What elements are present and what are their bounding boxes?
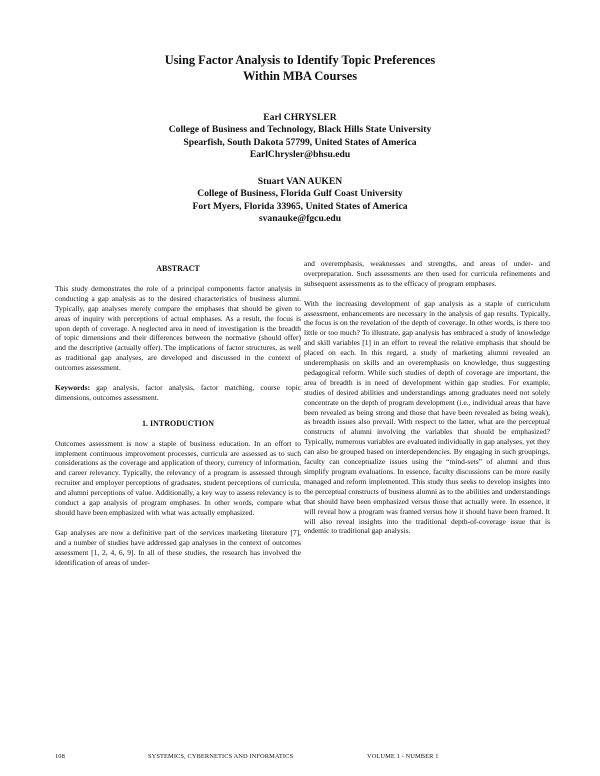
right-column (304, 259, 550, 546)
author-block-1 (0, 112, 600, 162)
author-affiliation: College of Business, Florida Gulf Coast University (197, 188, 403, 200)
right-paragraph-2: With the increasing development of gap analysis as a staple of curriculum assessment, enhancements are necessary in the analysis of gap results. Typically, the focus is on the revelation of the depth of coverage. In other words, is there too little or too much? To illustrate, gap analysis has embraced a study of knowledge and skill variables [1] in an effort to reveal the relative emphasis that should be placed on each. In this regard, a study of marketing alumni revealed an underemphasis on skills and an overemphasis on knowledge, thus suggesting pedagogical reform. While such studies of depth of coverage are important, the area of breadth is in need of development within gap studies. For example, studies of desired abilities and understandings among graduates need not solely concentrate on the depth of program development (i.e., individual areas that have been revealed as being strong and those that have been revealed as being weak), as breadth issues also prevail. With respect to the latter, what are the perceptual constructs of alumni involving the variables that should be emphasized? Typically, numerous variables are evaluated individually in gap analyses, yet they can also be grouped based on interdependencies. By engaging in such groupings, faculty can conceptualize issues using the “mind-sets” of alumni and thus simplify program evaluations. In essence, faculty discussions can be more easily managed and reform implemented. This study thus seeks to develop insights into the perceptual constructs of business alumni as to the abilities and understandings that should have been emphasized versus those that actually were. In essence, it will reveal how a program was framed versus how it should have been framed. It will also reveal insights into the traditional depth-of-coverage issue that is endemic to traditional gap analysis. (304, 298, 550, 536)
left-column (55, 264, 301, 577)
abstract-heading: ABSTRACT (156, 264, 200, 273)
author-email: svanauke@fgcu.edu (258, 213, 342, 225)
keywords-label: Keywords: (55, 382, 90, 392)
author-address: Fort Myers, Florida 33965, United States of America (192, 200, 408, 212)
keywords-text: gap analysis, factor analysis, factor matching, course topic dimensions, outcomes assessment. (55, 382, 302, 402)
intro-paragraph-1: Outcomes assessment is now a staple of business education. In an effort to implement continuous improvement processes, curricula are assessed as to such considerations as the coverage and application of theory, currency of information, and career relevancy. Typically, the relevancy of a program is assessed through recruiter and employer perceptions of graduates, student perceptions of curricula, and alumni perceptions of value. Additionally, a key way to assess relevancy is to conduct a gap analysis of program emphases. In other words, compare what should have been emphasized with what was actually emphasized. (55, 438, 301, 518)
title-line-2: Within MBA Courses (242, 68, 358, 83)
title-line-1: Using Factor Analysis to Identify Topic Preferences (164, 53, 436, 67)
paper-title (0, 53, 600, 84)
author-email: EarlChrysler@bhsu.edu (249, 149, 351, 161)
intro-paragraph-2: Gap analyses are now a definitive part of the services marketing literature [7], and a number of studies have addressed gap analyses in the context of outcomes assessment [1, 2, 4, 6, 9]. In all of these studies, the research has involved the identification of areas of under- (55, 527, 301, 567)
author-block-2 (0, 176, 600, 226)
introduction-heading: 1. INTRODUCTION (141, 418, 214, 428)
keywords-paragraph (55, 383, 301, 403)
author-address: Spearfish, South Dakota 57799, United States of America (183, 136, 417, 148)
footer-journal: SYSTEMICS, CYBERNETICS AND INFORMATICS (148, 753, 294, 760)
footer-volume: VOLUME 1 - NUMBER 1 (367, 753, 439, 760)
author-name: Stuart VAN AUKEN (257, 176, 343, 187)
author-name: Earl CHRYSLER (263, 112, 337, 123)
footer-page-number: 108 (55, 753, 65, 760)
author-affiliation: College of Business and Technology, Black Hills State University (168, 124, 432, 136)
right-paragraph-1: and overemphasis, weaknesses and strengths, and areas of under- and overpreparation. Such assessments are then used for curricula refinements and subsequent assessments as to the efficacy of program emphases. (304, 259, 550, 288)
abstract-text: This study demonstrates the role of a principal components factor analysis in conducting a gap analysis as to the desired characteristics of business alumni. Typically, gap analyses merely compare the emphases that should be given to areas of inquiry with perceptions of actual emphases. As a result, the focus is upon depth of coverage. A neglected area in need of investigation is the breadth of topic dimensions and their differences between the normative (should offer) and the descriptive (actually offer). The implications of factor structures, as well as traditional gap analyses, are developed and discussed in the context of outcomes assessment. (55, 283, 301, 373)
